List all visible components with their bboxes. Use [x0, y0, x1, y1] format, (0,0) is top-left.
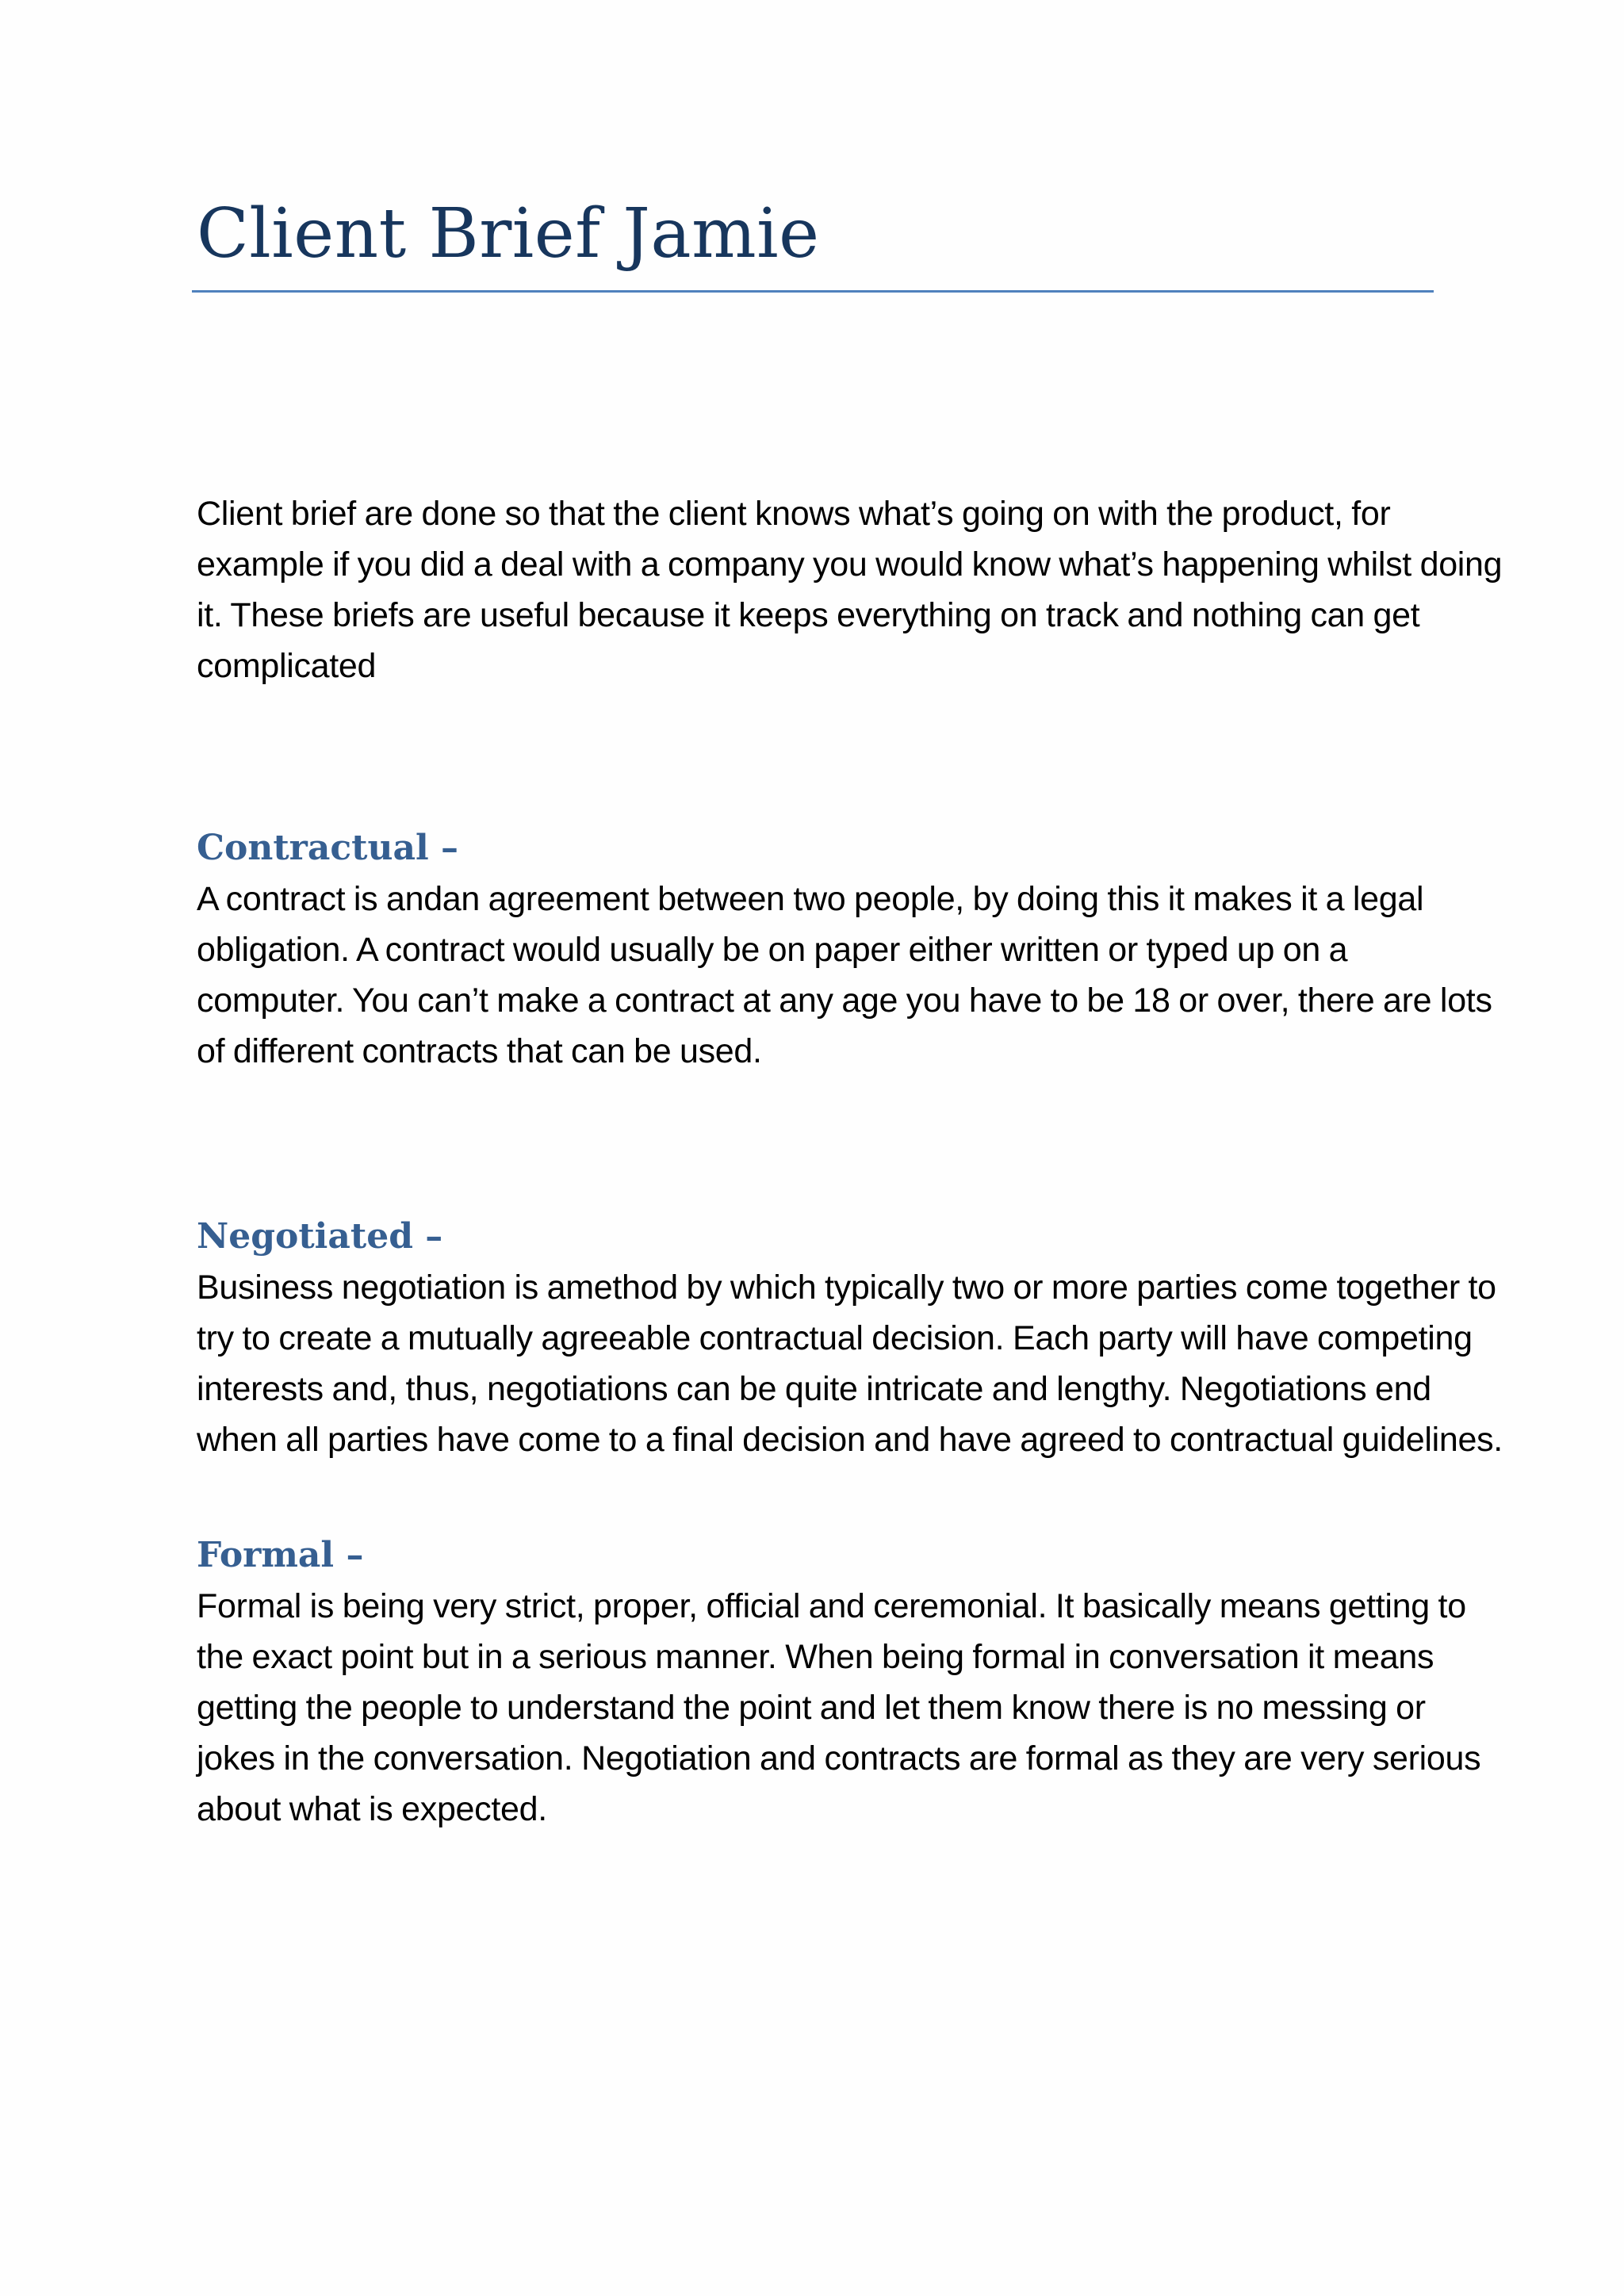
body-line: the exact point but in a serious manner. When being formal in conversation it means	[197, 1638, 1434, 1676]
body-line: interests and, thus, negotiations can be quite intricate and lengthy. Negotiations end	[197, 1370, 1431, 1408]
section-body-contractual	[197, 874, 1492, 1077]
title-underline	[192, 290, 1434, 293]
body-line: try to create a mutually agreeable contractual decision. Each party will have competing	[197, 1319, 1473, 1357]
body-line: of different contracts that can be used.	[197, 1032, 762, 1070]
body-line: jokes in the conversation. Negotiation and contracts are formal as they are very serious	[197, 1739, 1481, 1777]
body-line: about what is expected.	[197, 1790, 547, 1828]
intro-line: example if you did a deal with a company you would know what’s happening whilst doing	[197, 545, 1503, 584]
intro-line: Client brief are done so that the client knows what’s going on with the product, for	[197, 495, 1391, 533]
body-line: getting the people to understand the point and let them know there is no messing or	[197, 1689, 1426, 1727]
section-heading-contractual: Contractual –	[197, 828, 459, 868]
section-body-negotiated	[197, 1262, 1503, 1465]
section-body-formal	[197, 1581, 1481, 1835]
document-title: Client Brief Jamie	[197, 194, 820, 274]
intro-paragraph	[197, 488, 1503, 691]
section-heading-formal: Formal –	[197, 1535, 364, 1575]
body-line: Formal is being very strict, proper, official and ceremonial. It basically means getting to	[197, 1587, 1466, 1625]
body-line: computer. You can’t make a contract at any age you have to be 18 or over, there are lots	[197, 982, 1492, 1020]
intro-line: complicated	[197, 647, 377, 685]
intro-line: it. These briefs are useful because it keeps everything on track and nothing can get	[197, 596, 1420, 634]
body-line: Business negotiation is amethod by which typically two or more parties come together to	[197, 1269, 1496, 1307]
body-line: when all parties have come to a final decision and have agreed to contractual guidelines.	[197, 1421, 1503, 1459]
body-line: obligation. A contract would usually be on paper either written or typed up on a	[197, 931, 1348, 969]
body-line: A contract is andan agreement between two people, by doing this it makes it a legal	[197, 880, 1424, 918]
section-heading-negotiated: Negotiated –	[197, 1216, 443, 1257]
